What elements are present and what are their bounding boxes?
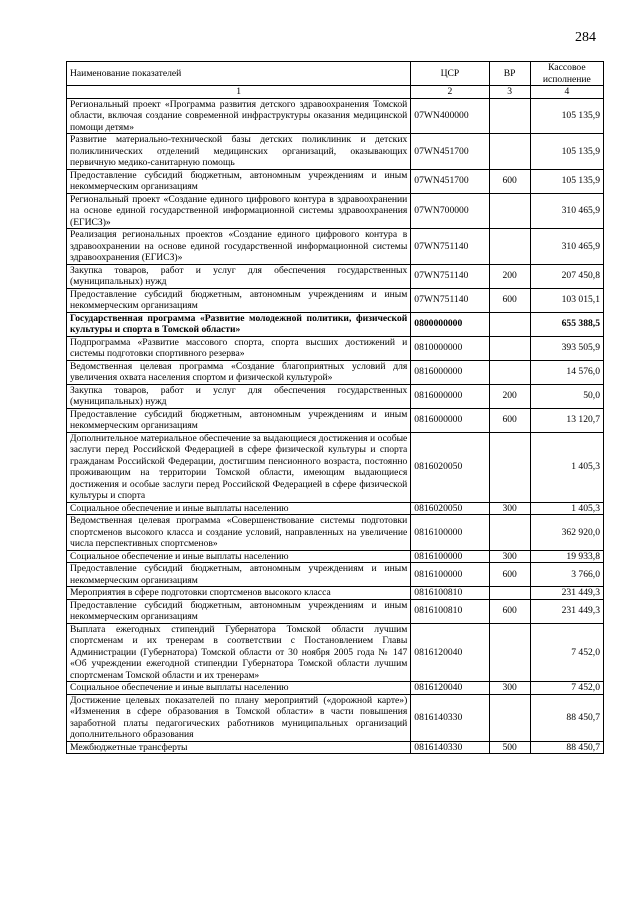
table-row <box>67 694 604 741</box>
row-vr-cell: 600 <box>489 288 530 312</box>
row-amount-cell: 3 766,0 <box>530 563 603 587</box>
row-name-cell: Предоставление субсидий бюджетным, автономным учреждениям и иным некоммерческим организациям <box>67 408 411 432</box>
page-number: 284 <box>575 30 596 45</box>
header-name: Наименование показателей <box>67 62 411 86</box>
table-row <box>67 515 604 551</box>
row-csr-cell: 07WN451700 <box>411 134 489 170</box>
row-vr-cell <box>489 623 530 682</box>
row-vr-cell <box>489 193 530 229</box>
header-vr: ВР <box>489 62 530 86</box>
row-name-cell: Предоставление субсидий бюджетным, автономным учреждениям и иным некоммерческим организациям <box>67 599 411 623</box>
table-row <box>67 193 604 229</box>
row-amount-cell: 19 933,8 <box>530 550 603 563</box>
row-vr-cell <box>489 360 530 384</box>
row-amount-cell: 13 120,7 <box>530 408 603 432</box>
table-row <box>67 134 604 170</box>
table-row <box>67 229 604 265</box>
row-csr-cell: 0816000000 <box>411 360 489 384</box>
row-csr-cell: 0816100000 <box>411 515 489 551</box>
row-amount-cell: 105 135,9 <box>530 98 603 134</box>
row-amount-cell: 310 465,9 <box>530 193 603 229</box>
header-amount: Кассовое исполнение <box>530 62 603 86</box>
row-amount-cell: 7 452,0 <box>530 682 603 695</box>
column-number-row <box>67 86 604 99</box>
table-row <box>67 408 604 432</box>
row-vr-cell <box>489 694 530 741</box>
table-row <box>67 682 604 695</box>
budget-table <box>66 61 604 754</box>
row-csr-cell: 0816020050 <box>411 502 489 515</box>
row-csr-cell: 07WN751140 <box>411 229 489 265</box>
table-row <box>67 98 604 134</box>
row-vr-cell: 300 <box>489 682 530 695</box>
row-vr-cell <box>489 98 530 134</box>
row-name-cell: Закупка товаров, работ и услуг для обеспечения государственных (муниципальных) нужд <box>67 384 411 408</box>
table-row <box>67 264 604 288</box>
row-vr-cell: 300 <box>489 502 530 515</box>
row-amount-cell: 655 388,5 <box>530 312 603 336</box>
row-vr-cell: 600 <box>489 408 530 432</box>
row-amount-cell: 103 015,1 <box>530 288 603 312</box>
table-row <box>67 312 604 336</box>
row-csr-cell: 0816000000 <box>411 408 489 432</box>
row-name-cell: Достижение целевых показателей по плану мероприятий («дорожной карте») «Изменения в сфере образования в Томской области» в части повышения заработной платы педагогических работников муниципальных организаций дополнительного образования <box>67 694 411 741</box>
table-row <box>67 550 604 563</box>
row-amount-cell: 1 405,3 <box>530 432 603 502</box>
table-row <box>67 599 604 623</box>
table-row <box>67 623 604 682</box>
row-name-cell: Ведомственная целевая программа «Совершенствование системы подготовки спортсменов высокого класса и создание условий, направленных на увеличение числа перспективных спортсменов» <box>67 515 411 551</box>
row-csr-cell: 0800000000 <box>411 312 489 336</box>
header-row <box>67 62 604 86</box>
row-name-cell: Закупка товаров, работ и услуг для обеспечения государственных (муниципальных) нужд <box>67 264 411 288</box>
row-name-cell: Социальное обеспечение и иные выплаты населению <box>67 682 411 695</box>
row-csr-cell: 0816000000 <box>411 384 489 408</box>
row-vr-cell <box>489 432 530 502</box>
row-name-cell: Предоставление субсидий бюджетным, автономным учреждениям и иным некоммерческим организациям <box>67 169 411 193</box>
row-name-cell: Дополнительное материальное обеспечение за выдающиеся достижения и особые заслуги перед Российской Федерацией в сфере физической культуры и спорта гражданам Российской Федерации, достигшим пенсионного возраста, постоянно проживающим на территории Томской области, имеющим выдающиеся достижения и особые заслуги перед Российской Федерацией в сфере физической культуры и спорта <box>67 432 411 502</box>
table-row <box>67 432 604 502</box>
row-vr-cell: 300 <box>489 550 530 563</box>
column-number-2: 2 <box>411 86 489 99</box>
header-csr: ЦСР <box>411 62 489 86</box>
row-amount-cell: 207 450,8 <box>530 264 603 288</box>
row-amount-cell: 231 449,3 <box>530 599 603 623</box>
row-csr-cell: 07WN700000 <box>411 193 489 229</box>
row-amount-cell: 1 405,3 <box>530 502 603 515</box>
row-csr-cell: 0816120040 <box>411 682 489 695</box>
row-name-cell: Государственная программа «Развитие молодежной политики, физической культуры и спорта в Томской области» <box>67 312 411 336</box>
row-csr-cell: 0816140330 <box>411 741 489 754</box>
row-amount-cell: 105 135,9 <box>530 134 603 170</box>
row-csr-cell: 0816100810 <box>411 599 489 623</box>
row-amount-cell: 14 576,0 <box>530 360 603 384</box>
row-csr-cell: 0816020050 <box>411 432 489 502</box>
row-csr-cell: 0816100000 <box>411 563 489 587</box>
row-vr-cell: 500 <box>489 741 530 754</box>
row-vr-cell <box>489 587 530 600</box>
row-name-cell: Ведомственная целевая программа «Создание благоприятных условий для увеличения охвата населения спортом и физической культурой» <box>67 360 411 384</box>
row-amount-cell: 310 465,9 <box>530 229 603 265</box>
column-number-4: 4 <box>530 86 603 99</box>
row-amount-cell: 231 449,3 <box>530 587 603 600</box>
row-vr-cell <box>489 229 530 265</box>
row-vr-cell <box>489 515 530 551</box>
table-row <box>67 502 604 515</box>
row-name-cell: Межбюджетные трансферты <box>67 741 411 754</box>
column-number-1: 1 <box>67 86 411 99</box>
row-amount-cell: 88 450,7 <box>530 741 603 754</box>
row-csr-cell: 0816140330 <box>411 694 489 741</box>
table-row <box>67 563 604 587</box>
row-vr-cell <box>489 312 530 336</box>
row-vr-cell: 200 <box>489 384 530 408</box>
row-csr-cell: 0816100810 <box>411 587 489 600</box>
row-csr-cell: 07WN751140 <box>411 264 489 288</box>
row-csr-cell: 07WN751140 <box>411 288 489 312</box>
row-amount-cell: 393 505,9 <box>530 336 603 360</box>
row-name-cell: Подпрограмма «Развитие массового спорта, спорта высших достижений и системы подготовки спортивного резерва» <box>67 336 411 360</box>
row-name-cell: Социальное обеспечение и иные выплаты населению <box>67 502 411 515</box>
row-name-cell: Выплата ежегодных стипендий Губернатора Томской области лучшим спортсменам и их тренерам в соответствии с Постановлением Главы Администрации (Губернатора) Томской области от 30 ноября 2005 года № 147 «Об учреждении ежегодной стипендии Губернатора Томской области лучшим спортсменам Томской области и их тренерам» <box>67 623 411 682</box>
row-vr-cell: 200 <box>489 264 530 288</box>
row-name-cell: Региональный проект «Программа развития детского здравоохранения Томской области, включая создание современной инфраструктуры оказания медицинской помощи детям» <box>67 98 411 134</box>
row-csr-cell: 0816100000 <box>411 550 489 563</box>
table-row <box>67 360 604 384</box>
table-row <box>67 169 604 193</box>
row-name-cell: Мероприятия в сфере подготовки спортсменов высокого класса <box>67 587 411 600</box>
row-vr-cell <box>489 336 530 360</box>
row-name-cell: Социальное обеспечение и иные выплаты населению <box>67 550 411 563</box>
row-amount-cell: 50,0 <box>530 384 603 408</box>
row-csr-cell: 0816120040 <box>411 623 489 682</box>
row-vr-cell: 600 <box>489 169 530 193</box>
row-vr-cell: 600 <box>489 599 530 623</box>
row-name-cell: Предоставление субсидий бюджетным, автономным учреждениям и иным некоммерческим организациям <box>67 288 411 312</box>
table-row <box>67 741 604 754</box>
table-row <box>67 288 604 312</box>
row-csr-cell: 07WN400000 <box>411 98 489 134</box>
row-vr-cell <box>489 134 530 170</box>
table-row <box>67 587 604 600</box>
row-amount-cell: 362 920,0 <box>530 515 603 551</box>
row-amount-cell: 88 450,7 <box>530 694 603 741</box>
row-name-cell: Развитие материально-технической базы детских поликлиник и детских поликлинических отделений медицинских организаций, оказывающих первичную медико-санитарную помощь <box>67 134 411 170</box>
row-vr-cell: 600 <box>489 563 530 587</box>
row-amount-cell: 7 452,0 <box>530 623 603 682</box>
row-name-cell: Предоставление субсидий бюджетным, автономным учреждениям и иным некоммерческим организациям <box>67 563 411 587</box>
table-body <box>67 98 604 754</box>
column-number-3: 3 <box>489 86 530 99</box>
table-row <box>67 336 604 360</box>
row-name-cell: Региональный проект «Создание единого цифрового контура в здравоохранении на основе единой государственной информационной системы здравоохранения (ЕГИСЗ)» <box>67 193 411 229</box>
row-csr-cell: 07WN451700 <box>411 169 489 193</box>
row-name-cell: Реализация региональных проектов «Создание единого цифрового контура в здравоохранении на основе единой государственной информационной системы здравоохранения (ЕГИСЗ)» <box>67 229 411 265</box>
row-amount-cell: 105 135,9 <box>530 169 603 193</box>
row-csr-cell: 0810000000 <box>411 336 489 360</box>
table-row <box>67 384 604 408</box>
